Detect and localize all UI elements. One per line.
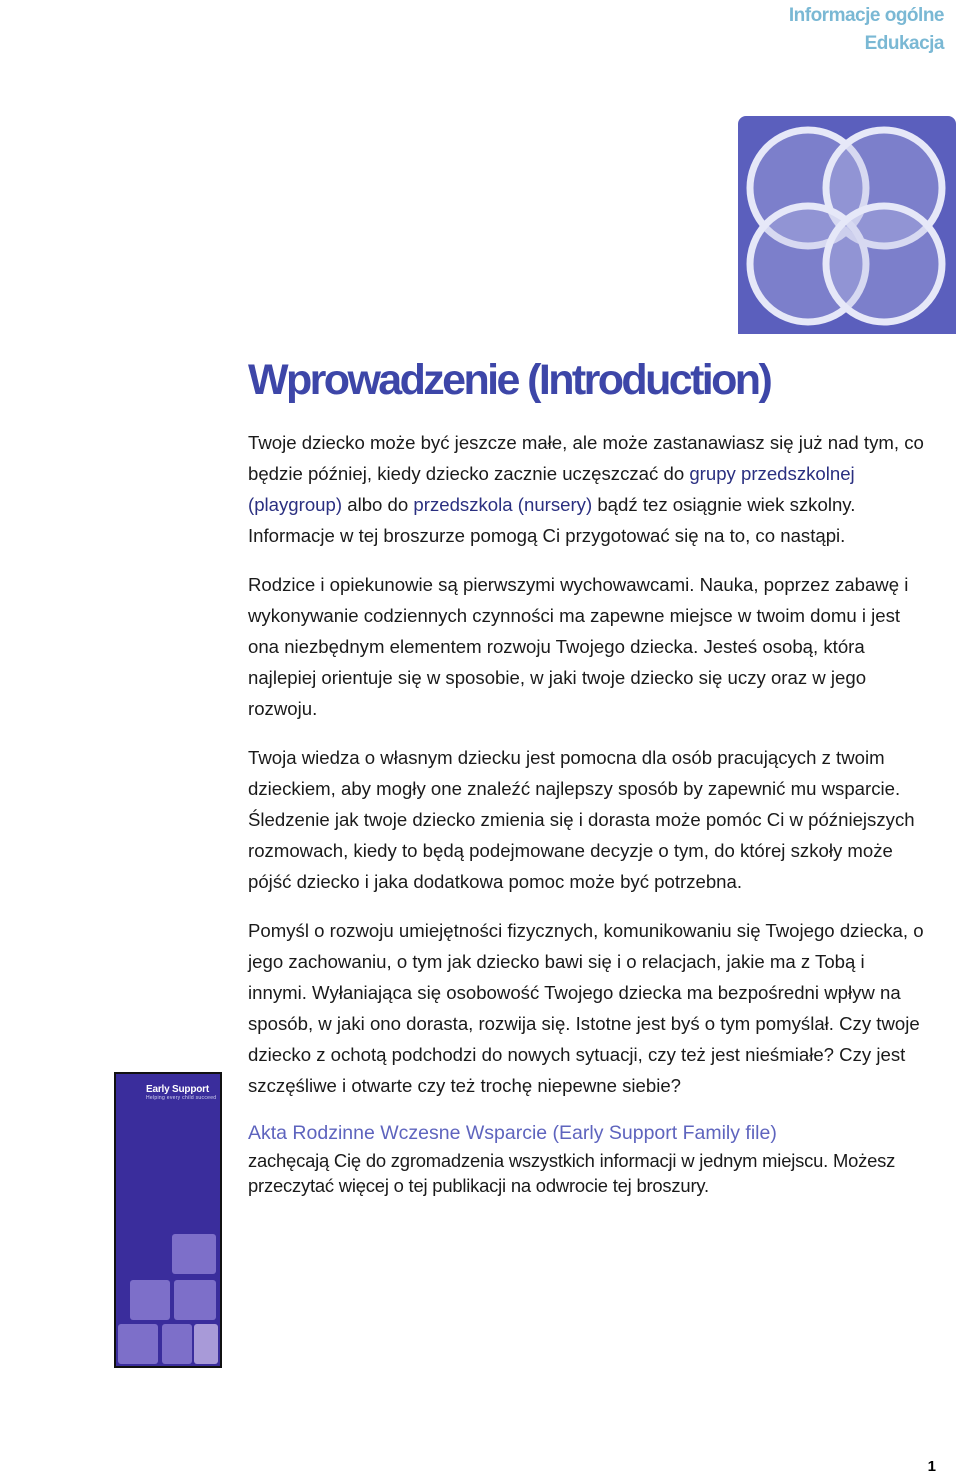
family-file-description: zachęcają Cię do zgromadzenia wszystkich informacji w jednym miejscu. Możesz przeczytać więcej o tej publikacji na odwrocie tej broszury.	[248, 1150, 896, 1196]
cover-tile	[194, 1324, 218, 1364]
cover-tile	[172, 1234, 216, 1274]
paragraph-parents: Rodzice i opiekunowie są pierwszymi wychowawcami. Nauka, poprzez zabawę i wykonywanie codziennych czynności ma zapewne miejsce w twoim domu i jest ona niezbędnym elementem rozwoju Twojego dziecka. Jesteś osobą, która najlepiej orientuje się w sposobie, w jaki twoje dziecko się uczy oraz w jego rozwoju.	[248, 574, 909, 719]
early-support-cover-image	[114, 1072, 222, 1368]
overlapping-circles-logo-icon	[738, 116, 956, 334]
paragraph-development: Pomyśl o rozwoju umiejętności fizycznych, komunikowaniu się Twojego dziecka, o jego zachowaniu, o tym jak dziecko bawi się i o relacjach, jakie ma z Tobą i innymi. Wyłaniająca się osobowość Twojego dziecka ma bezpośredni wpływ na sposób, w jaki ono dorasta, rozwija się. Istotne jest byś o tym pomyślał. Czy twoje dziecko z ochotą podchodzi do nowych sytuacji, czy też jest nieśmiałe? Czy jest szczęśliwe i otwarte czy też trochę niepewne siebie?	[248, 920, 924, 1096]
term-nursery: przedszkola (nursery)	[413, 494, 593, 515]
text-segment: bądź tez osiągnie wiek szkolny. Informacje w tej broszurze pomogą Ci przygotować się na to, co nastąpi.	[248, 494, 856, 546]
cover-tile	[174, 1280, 216, 1320]
text-segment: albo do	[342, 494, 414, 515]
page-title: Wprowadzenie (Introduction)	[248, 356, 771, 404]
paragraph-intro	[248, 427, 928, 551]
header-category: Informacje ogólne	[788, 5, 944, 26]
cover-tile	[162, 1324, 192, 1364]
text-segment: Twoje dziecko może być jeszcze małe, ale może zastanawiasz się już nad tym, co będzie później, kiedy dziecko zacznie uczęszczać do	[248, 432, 924, 484]
cover-subtitle: Helping every child succeed	[146, 1095, 217, 1101]
family-file-link[interactable]: Akta Rodzinne Wczesne Wsparcie (Early Support Family file)	[248, 1122, 777, 1144]
cover-title: Early Support	[146, 1084, 209, 1095]
cover-tile	[130, 1280, 170, 1320]
body-text	[248, 427, 928, 1216]
header-subcategory: Edukacja	[864, 33, 944, 54]
page-number: 1	[927, 1458, 936, 1475]
section-header	[789, 2, 944, 58]
cover-tile	[118, 1324, 158, 1364]
paragraph-family-file	[248, 1119, 928, 1198]
paragraph-knowledge: Twoja wiedza o własnym dziecku jest pomocna dla osób pracujących z twoim dzieckiem, aby mogły one znaleźć najlepszy sposób by zapewnić mu wsparcie. Śledzenie jak twoje dziecko zmienia się i dorasta może pomóc Ci w późniejszych rozmowach, kiedy to będą podejmowane decyzje o tym, do której szkoły może pójść dziecko i jaka dodatkowa pomoc może być potrzebna.	[248, 747, 915, 892]
term-playgroup: grupy przedszkolnej (playgroup)	[248, 463, 855, 515]
